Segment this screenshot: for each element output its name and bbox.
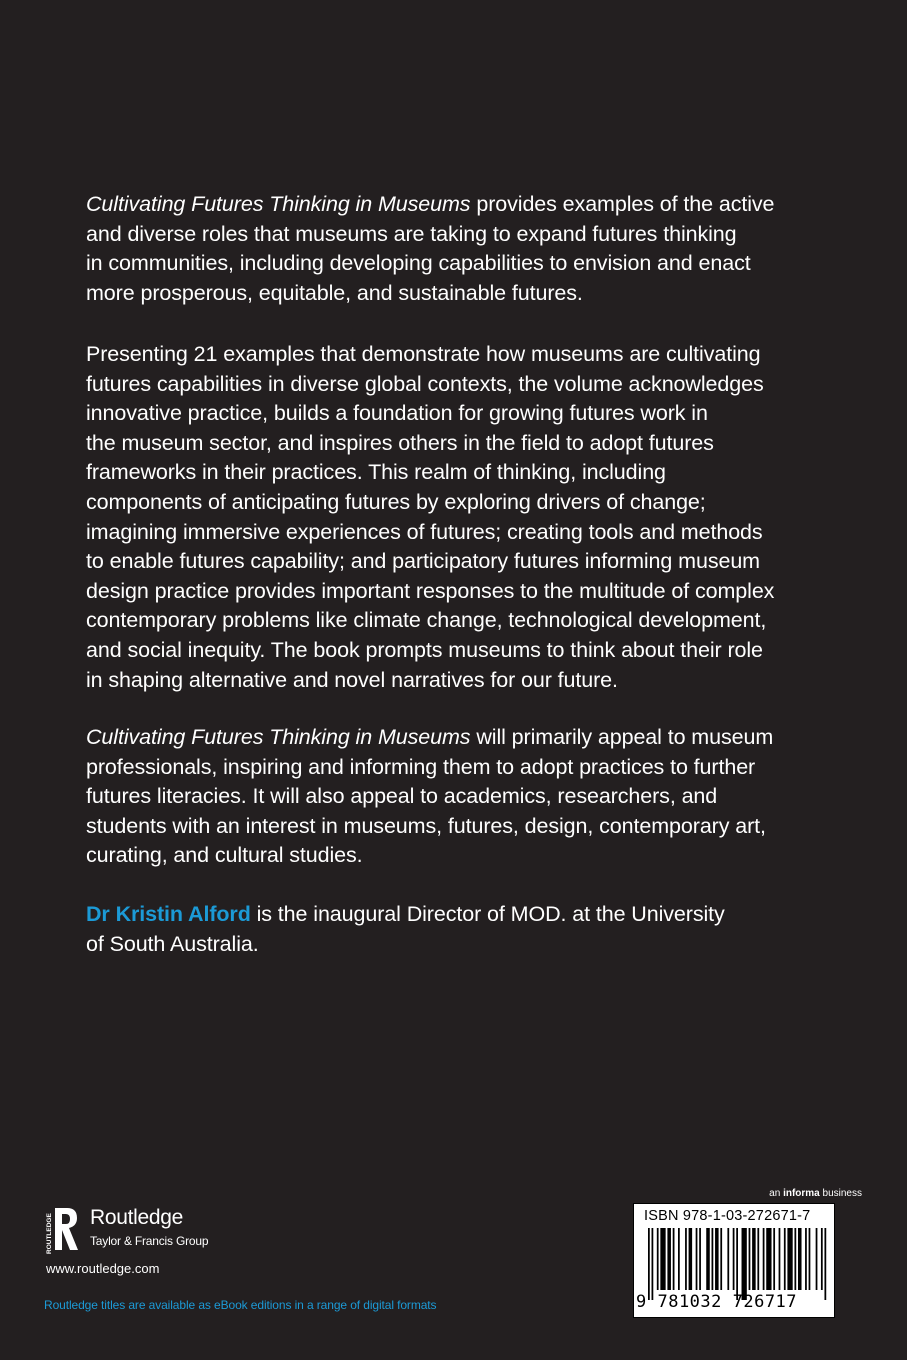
barcode-bar: [766, 1228, 771, 1290]
informa-suffix: business: [819, 1188, 862, 1199]
barcode-bar: [733, 1228, 735, 1290]
blurb-line: contemporary problems like climate change, technological development,: [86, 608, 767, 633]
barcode-bar: [757, 1228, 759, 1290]
barcode-bar: [657, 1228, 659, 1290]
barcode-bar: [696, 1228, 698, 1290]
book-title-italic: Cultivating Futures Thinking in Museums: [86, 192, 471, 216]
barcode-bar: [699, 1228, 701, 1290]
blurb-paragraph-2: [86, 340, 826, 695]
barcode-bar: [773, 1228, 775, 1290]
blurb-line: futures literacies. It will also appeal to academics, researchers, and: [86, 784, 718, 809]
barcode-bar: [752, 1228, 756, 1290]
blurb-text: is the inaugural Director of MOD. at the University: [250, 902, 725, 926]
blurb-line: professionals, inspiring and informing them to adopt practices to further: [86, 754, 756, 779]
barcode-bar: [678, 1228, 680, 1290]
barcode-digits: 9 781032 726717: [636, 1292, 798, 1312]
barcode-bar: [712, 1228, 714, 1290]
blurb-text: will primarily appeal to museum: [470, 725, 774, 749]
publisher-logo: [40, 1200, 300, 1260]
barcode-bar: [736, 1228, 738, 1300]
barcode-bar: [689, 1228, 693, 1290]
blurb-line: the museum sector, and inspires others in the field to adopt futures: [86, 430, 714, 455]
blurb-line: [86, 190, 826, 220]
blurb-line: in communities, including developing capabilities to envision and enact: [86, 251, 751, 276]
blurb-line: and social inequity. The book prompts museums to think about their role: [86, 637, 763, 662]
blurb-line: futures capabilities in diverse global contexts, the volume acknowledges: [86, 371, 764, 396]
blurb-line: Presenting 21 examples that demonstrate how museums are cultivating: [86, 342, 761, 366]
barcode-bar: [652, 1228, 654, 1300]
informa-prefix: an: [769, 1188, 784, 1199]
blurb-line: in shaping alternative and novel narratives for our future.: [86, 667, 618, 692]
author-name: Dr Kristin Alford: [86, 902, 251, 926]
blurb-line: curating, and cultural studies.: [86, 843, 363, 868]
barcode-bar: [784, 1228, 786, 1290]
publisher-name: Routledge: [90, 1206, 184, 1229]
routledge-mark-text: ROUTLEDGE: [46, 1213, 53, 1254]
barcode-bar: [660, 1228, 665, 1290]
barcode-bar: [794, 1228, 796, 1290]
barcode-bar: [798, 1228, 802, 1290]
barcode-bar: [706, 1228, 710, 1290]
barcode-bar: [673, 1228, 675, 1290]
barcode-bar: [809, 1228, 811, 1290]
barcode-bar: [742, 1228, 747, 1300]
barcode-bar: [749, 1228, 751, 1290]
barcode-bar: [727, 1228, 729, 1290]
publisher-group: Taylor & Francis Group: [90, 1234, 209, 1248]
barcode-bar: [685, 1228, 687, 1290]
barcode-bar: [779, 1228, 781, 1290]
blurb-line: of South Australia.: [86, 931, 259, 956]
informa-tagline: [769, 1188, 862, 1199]
barcode-bar: [824, 1228, 826, 1300]
author-bio: [86, 900, 826, 959]
blurb-line: and diverse roles that museums are taking to expand futures thinking: [86, 221, 737, 246]
blurb-line: students with an interest in museums, futures, design, contemporary art,: [86, 813, 766, 838]
barcode-bar: [667, 1228, 671, 1290]
barcode-bar: [805, 1228, 807, 1290]
routledge-r-icon: [40, 1204, 80, 1256]
blurb-line: [86, 900, 826, 930]
barcode-bars: [648, 1228, 828, 1300]
barcode-bar: [821, 1228, 823, 1290]
informa-brand: informa: [783, 1188, 820, 1199]
barcode-bar: [648, 1228, 650, 1300]
blurb-line: frameworks in their practices. This realm of thinking, including: [86, 460, 666, 485]
barcode-bar: [816, 1228, 818, 1290]
barcode-bar: [787, 1228, 792, 1290]
blurb-line: imagining immersive experiences of futures; creating tools and methods: [86, 519, 763, 544]
blurb-line: [86, 723, 826, 753]
isbn-label: ISBN 978-1-03-272671-7: [644, 1208, 811, 1224]
blurb-line: more prosperous, equitable, and sustainable futures.: [86, 280, 583, 305]
barcode-bar: [763, 1228, 765, 1290]
publisher-website: www.routledge.com: [46, 1261, 160, 1276]
blurb-line: design practice provides important responses to the multitude of complex: [86, 578, 775, 603]
barcode-bar: [715, 1228, 719, 1290]
blurb-line: components of anticipating futures by exploring drivers of change;: [86, 489, 706, 514]
blurb-line: to enable futures capability; and participatory futures informing museum: [86, 549, 760, 574]
blurb-paragraph-1: [86, 190, 826, 308]
blurb-line: innovative practice, builds a foundation for growing futures work in: [86, 401, 708, 426]
book-title-italic: Cultivating Futures Thinking in Museums: [86, 725, 471, 749]
isbn-barcode: [633, 1203, 835, 1318]
ebook-note: Routledge titles are available as eBook editions in a range of digital formats: [44, 1298, 437, 1312]
blurb-text: provides examples of the active: [470, 192, 775, 216]
blurb-paragraph-3: [86, 723, 826, 871]
barcode-bar: [720, 1228, 722, 1290]
